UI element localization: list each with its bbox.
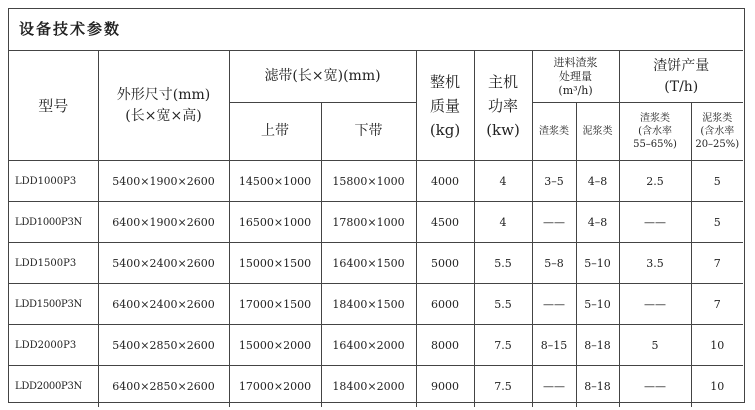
header-power-line1: 主机 bbox=[488, 72, 519, 91]
table-row bbox=[9, 243, 743, 284]
header-mass bbox=[416, 51, 474, 161]
header-belt-upper: 上带 bbox=[229, 103, 321, 161]
cell-mass: 4500 bbox=[416, 202, 474, 243]
cell-dimensions: 5400×1900×2600 bbox=[98, 161, 229, 202]
cell-feed-mud: 4–8 bbox=[576, 161, 619, 202]
header-mass-line1: 整机 bbox=[430, 72, 461, 91]
cell-mass: 5000 bbox=[416, 243, 474, 284]
cell-feed-slag: —— bbox=[532, 366, 576, 407]
cell-mass: 4000 bbox=[416, 161, 474, 202]
cell-cake-mud: 7 bbox=[691, 284, 743, 325]
cell-power: 7.5 bbox=[474, 366, 532, 407]
cell-power: 7.5 bbox=[474, 325, 532, 366]
cell-cake-mud: 5 bbox=[691, 161, 743, 202]
table-row bbox=[9, 366, 743, 407]
cell-feed-mud: 4–8 bbox=[576, 202, 619, 243]
header-dimensions-line1: 外形尺寸(mm) bbox=[116, 86, 211, 103]
cell-mass: 9000 bbox=[416, 366, 474, 407]
header-feed-mud: 泥浆类 bbox=[576, 103, 619, 161]
cell-model: LDD2000P3 bbox=[9, 325, 98, 366]
header-cake-mud-line3: 20–25%) bbox=[695, 139, 740, 150]
cell-model: LDD1000P3 bbox=[9, 161, 98, 202]
header-power-line3: (kw) bbox=[486, 120, 520, 139]
spec-table bbox=[9, 50, 743, 407]
table-row bbox=[9, 284, 743, 325]
cell-belt-upper: 17000×1500 bbox=[229, 284, 321, 325]
cell-feed-mud: 8–18 bbox=[576, 325, 619, 366]
cell-belt-upper: 15000×1500 bbox=[229, 243, 321, 284]
header-cake-output bbox=[619, 51, 743, 103]
cell-cake-slag: 5 bbox=[619, 325, 691, 366]
cell-dimensions: 6400×2400×2600 bbox=[98, 284, 229, 325]
header-feed-slag: 渣浆类 bbox=[532, 103, 576, 161]
header-model: 型号 bbox=[9, 51, 98, 161]
table-title: 设备技术参数 bbox=[19, 20, 122, 38]
table-row bbox=[9, 161, 743, 202]
cell-cake-mud: 5 bbox=[691, 202, 743, 243]
cell-feed-slag: 5–8 bbox=[532, 243, 576, 284]
table-row bbox=[9, 202, 743, 243]
spec-table-frame bbox=[8, 8, 745, 403]
header-feed-line3: (m³/h) bbox=[558, 83, 593, 97]
cell-cake-mud: 10 bbox=[691, 325, 743, 366]
cell-belt-lower: 15800×1000 bbox=[321, 161, 416, 202]
header-cake-slag-line2: (含水率 bbox=[638, 126, 672, 137]
cell-power: 4 bbox=[474, 202, 532, 243]
header-cake-mud bbox=[691, 103, 743, 161]
table-row bbox=[9, 325, 743, 366]
header-cake-line2: (T/h) bbox=[664, 78, 699, 95]
header-cake-line1: 渣饼产量 bbox=[653, 57, 710, 74]
cell-belt-upper: 17000×2000 bbox=[229, 366, 321, 407]
cell-belt-upper: 14500×1000 bbox=[229, 161, 321, 202]
cell-belt-lower: 16400×1500 bbox=[321, 243, 416, 284]
cell-belt-upper: 15000×2000 bbox=[229, 325, 321, 366]
cell-dimensions: 6400×1900×2600 bbox=[98, 202, 229, 243]
header-feed-capacity bbox=[532, 51, 619, 103]
cell-power: 5.5 bbox=[474, 243, 532, 284]
cell-cake-mud: 10 bbox=[691, 366, 743, 407]
cell-cake-slag: —— bbox=[619, 366, 691, 407]
cell-mass: 6000 bbox=[416, 284, 474, 325]
cell-belt-lower: 16400×2000 bbox=[321, 325, 416, 366]
cell-mass: 8000 bbox=[416, 325, 474, 366]
cell-feed-mud: 5–10 bbox=[576, 243, 619, 284]
cell-belt-lower: 18400×1500 bbox=[321, 284, 416, 325]
cell-belt-lower: 18400×2000 bbox=[321, 366, 416, 407]
cell-model: LDD2000P3N bbox=[9, 366, 98, 407]
header-mass-line3: (kg) bbox=[429, 120, 461, 139]
cell-power: 5.5 bbox=[474, 284, 532, 325]
header-cake-mud-line1: 泥浆类 bbox=[702, 113, 733, 124]
cell-model: LDD1000P3N bbox=[9, 202, 98, 243]
header-dimensions bbox=[98, 51, 229, 161]
cell-feed-mud: 8–18 bbox=[576, 366, 619, 407]
cell-cake-slag: —— bbox=[619, 202, 691, 243]
cell-belt-upper: 16500×1000 bbox=[229, 202, 321, 243]
cell-cake-mud: 7 bbox=[691, 243, 743, 284]
cell-feed-slag: 8–15 bbox=[532, 325, 576, 366]
header-cake-slag bbox=[619, 103, 691, 161]
header-power bbox=[474, 51, 532, 161]
header-feed-line2: 处理量 bbox=[559, 69, 593, 83]
cell-model: LDD1500P3 bbox=[9, 243, 98, 284]
cell-cake-slag: —— bbox=[619, 284, 691, 325]
cell-feed-slag: 3–5 bbox=[532, 161, 576, 202]
cell-belt-lower: 17800×1000 bbox=[321, 202, 416, 243]
cell-power: 4 bbox=[474, 161, 532, 202]
cell-dimensions: 5400×2400×2600 bbox=[98, 243, 229, 284]
header-filter-belt: 滤带(长×宽)(mm) bbox=[229, 51, 416, 103]
header-cake-mud-line2: (含水率 bbox=[700, 126, 735, 137]
cell-dimensions: 6400×2850×2600 bbox=[98, 366, 229, 407]
cell-cake-slag: 2.5 bbox=[619, 161, 691, 202]
header-dimensions-line2: (长×宽×高) bbox=[125, 107, 202, 124]
cell-cake-slag: 3.5 bbox=[619, 243, 691, 284]
cell-dimensions: 5400×2850×2600 bbox=[98, 325, 229, 366]
header-mass-line2: 质量 bbox=[430, 96, 461, 115]
header-belt-lower: 下带 bbox=[321, 103, 416, 161]
header-feed-line1: 进料渣浆 bbox=[553, 55, 598, 69]
header-cake-slag-line3: 55–65%) bbox=[633, 139, 677, 150]
cell-feed-slag: —— bbox=[532, 202, 576, 243]
cell-feed-mud: 5–10 bbox=[576, 284, 619, 325]
header-cake-slag-line1: 渣浆类 bbox=[640, 113, 671, 124]
header-power-line2: 功率 bbox=[488, 96, 519, 115]
cell-model: LDD1500P3N bbox=[9, 284, 98, 325]
cell-feed-slag: —— bbox=[532, 284, 576, 325]
header-row-1 bbox=[9, 51, 743, 103]
